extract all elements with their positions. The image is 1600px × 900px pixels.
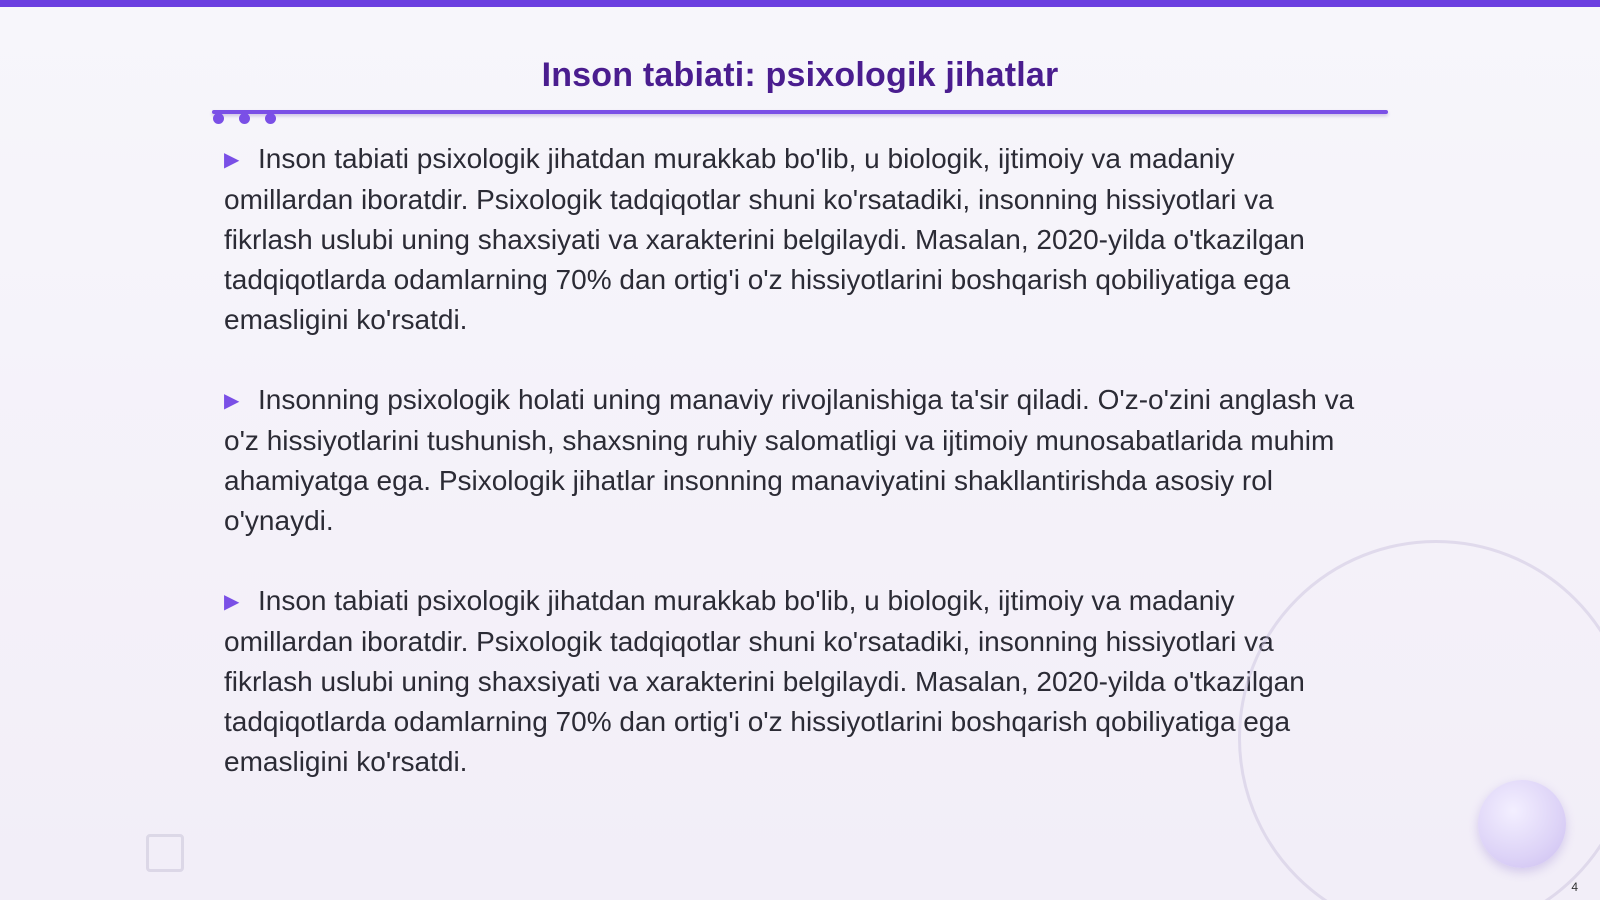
title-underline — [212, 110, 1388, 114]
bullet-text: Insonning psixologik holati uning manaviy rivojlanishiga ta'sir qiladi. O'z-o'zini anglash va o'z hissiyotlarini tushunish, shaxsning ruhiy salomatligi va ijtimoiy munosabatlarida muhim ahamiyatga ega. Psixologik jihatlar insonning manaviyatini shakllantirishda asosiy rol o'ynaydi. — [224, 384, 1355, 536]
page-number: 4 — [1571, 880, 1578, 894]
bullet-triangle-icon: ▶ — [224, 390, 240, 412]
decor-dot — [265, 113, 276, 124]
decor-dot — [239, 113, 250, 124]
bullet-list — [224, 139, 1364, 822]
decor-dot — [213, 113, 224, 124]
decorative-orb — [1478, 780, 1566, 868]
bullet-item — [224, 380, 1364, 541]
top-accent-bar — [0, 0, 1600, 7]
bullet-item — [224, 139, 1364, 340]
bullet-text: Inson tabiati psixologik jihatdan murakkab bo'lib, u biologik, ijtimoiy va madaniy omillardan iboratdir. Psixologik tadqiqotlar shuni ko'rsatadiki, insonning hissiyotlari va fikrlash uslubi uning shaxsiyati va xarakterini belgilaydi. Masalan, 2020-yilda o'tkazilgan tadqiqotlarda odamlarning 70% dan ortig'i o'z hissiyotlarini boshqarish qobiliyatiga ega emasligini ko'rsatdi. — [224, 585, 1305, 777]
bullet-item — [224, 581, 1364, 782]
slide-title: Inson tabiati: psixologik jihatlar — [541, 56, 1059, 94]
bullet-triangle-icon: ▶ — [224, 149, 240, 171]
bullet-triangle-icon: ▶ — [224, 591, 240, 613]
decorative-square — [146, 834, 184, 872]
bullet-text: Inson tabiati psixologik jihatdan murakkab bo'lib, u biologik, ijtimoiy va madaniy omillardan iboratdir. Psixologik tadqiqotlar shuni ko'rsatadiki, insonning hissiyotlari va fikrlash uslubi uning shaxsiyati va xarakterini belgilaydi. Masalan, 2020-yilda o'tkazilgan tadqiqotlarda odamlarning 70% dan ortig'i o'z hissiyotlarini boshqarish qobiliyatiga ega emasligini ko'rsatdi. — [224, 143, 1305, 335]
